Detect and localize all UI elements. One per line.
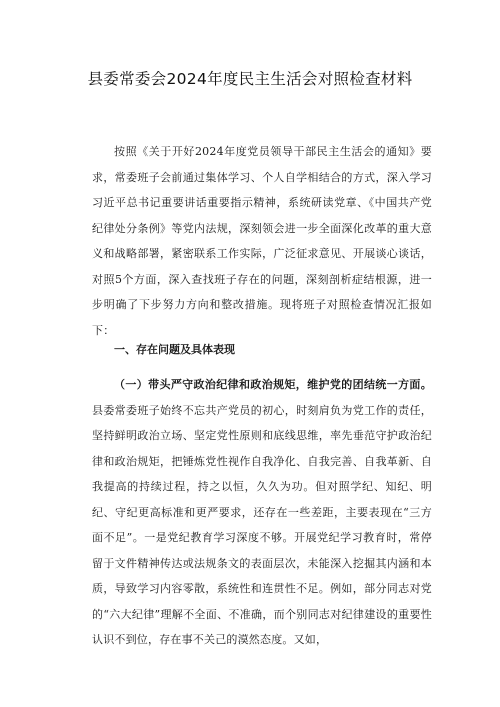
subsection-paragraph [92, 372, 432, 653]
intro-paragraph: 按照《关于开好2024年度党员领导干部民主生活会的通知》要求，常委班子会前通过集体学习、个人自学相结合的方式，深入学习习近平总书记重要讲话重要指示精神，系统研读党章、《中国共产党纪律处分条例》等党内法规，深刻领会进一步全面深化改革的重大意义和战略部署，紧密联系工作实际，广泛征求意见、开展谈心谈话，对照5个方面，深入查找班子存在的问题，深刻剖析症结根源，进一步明确了下步努力方向和整改措施。现将班子对照检查情况汇报如下： [92, 145, 432, 337]
document-title: 县委常委会2024年度民主生活会对照检查材料 [87, 70, 413, 88]
subsection-lead: （一）带头严守政治纪律和政治规矩，维护党的团结统一方面。 [114, 378, 432, 391]
section-heading: 一、存在问题及具体表现 [114, 343, 235, 356]
subsection-text: 县委常委班子始终不忘共产党员的初心，时刻肩负为党工作的责任，坚持鲜明政治立场、坚定党性原则和底线思维，率先垂范守护政治纪律和政治规矩，把锤炼党性视作自我净化、自我完善、自我革新、自我提高的持续过程，持之以恒，久久为功。但对照学纪、知纪、明纪、守纪更高标准和更严要求，还存在一些差距，主要表现在“三方面不足”。一是党纪教育学习深度不够。开展党纪学习教育时，常停留于文件精神传达或法规条文的表面层次，未能深入挖掘其内涵和本质，导致学习内容零散，系统性和连贯性不足。例如，部分同志对党的“六大纪律”理解不全面、不准确，而个别同志对纪律建设的重要性认识不到位，存在事不关己的漠然态度。又如， [92, 403, 432, 646]
